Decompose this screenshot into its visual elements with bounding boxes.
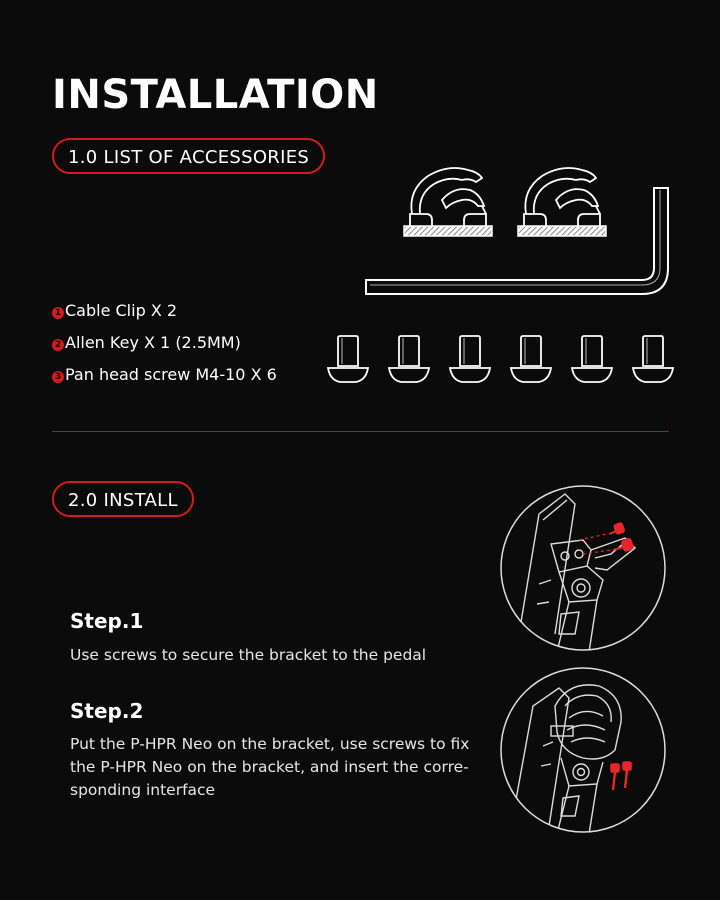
step2-description-line: Put the P-HPR Neo on the bracket, use screws to fix	[70, 735, 470, 753]
pan-head-screw-icon	[570, 334, 614, 386]
pan-head-screw-icon	[326, 334, 370, 386]
step2-title: Step.2	[70, 699, 144, 723]
accessory-item-1	[52, 301, 177, 321]
accessory-label: Cable Clip X 2	[65, 301, 178, 320]
step2-description-line: the P-HPR Neo on the bracket, and insert the corre-	[70, 758, 469, 776]
pan-head-screw-icon	[509, 334, 553, 386]
step1-title: Step.1	[70, 609, 144, 633]
accessory-label: Pan head screw M4-10 X 6	[65, 365, 277, 384]
pan-head-screw-icon	[387, 334, 431, 386]
accessories-section-label: 1.0 LIST OF ACCESSORIES	[52, 138, 325, 174]
step2-diagram-icon	[499, 666, 667, 834]
page-title: INSTALLATION	[52, 72, 379, 118]
step2-description	[70, 733, 469, 802]
step1-diagram-icon	[499, 484, 667, 652]
pan-head-screw-icon	[448, 334, 492, 386]
step1-description: Use screws to secure the bracket to the pedal	[70, 646, 427, 664]
accessory-number-badge: 3	[52, 371, 64, 383]
step2-description-line: sponding interface	[70, 781, 216, 799]
section-divider	[52, 431, 669, 432]
accessory-item-2	[52, 333, 241, 353]
accessory-label: Allen Key X 1 (2.5MM)	[65, 333, 241, 352]
allen-key-icon	[360, 182, 676, 302]
pan-head-screw-icon	[631, 334, 675, 386]
install-section-label: 2.0 INSTALL	[52, 481, 194, 517]
accessory-item-3	[52, 365, 277, 385]
accessory-number-badge: 2	[52, 339, 64, 351]
accessory-number-badge: 1	[52, 307, 64, 319]
